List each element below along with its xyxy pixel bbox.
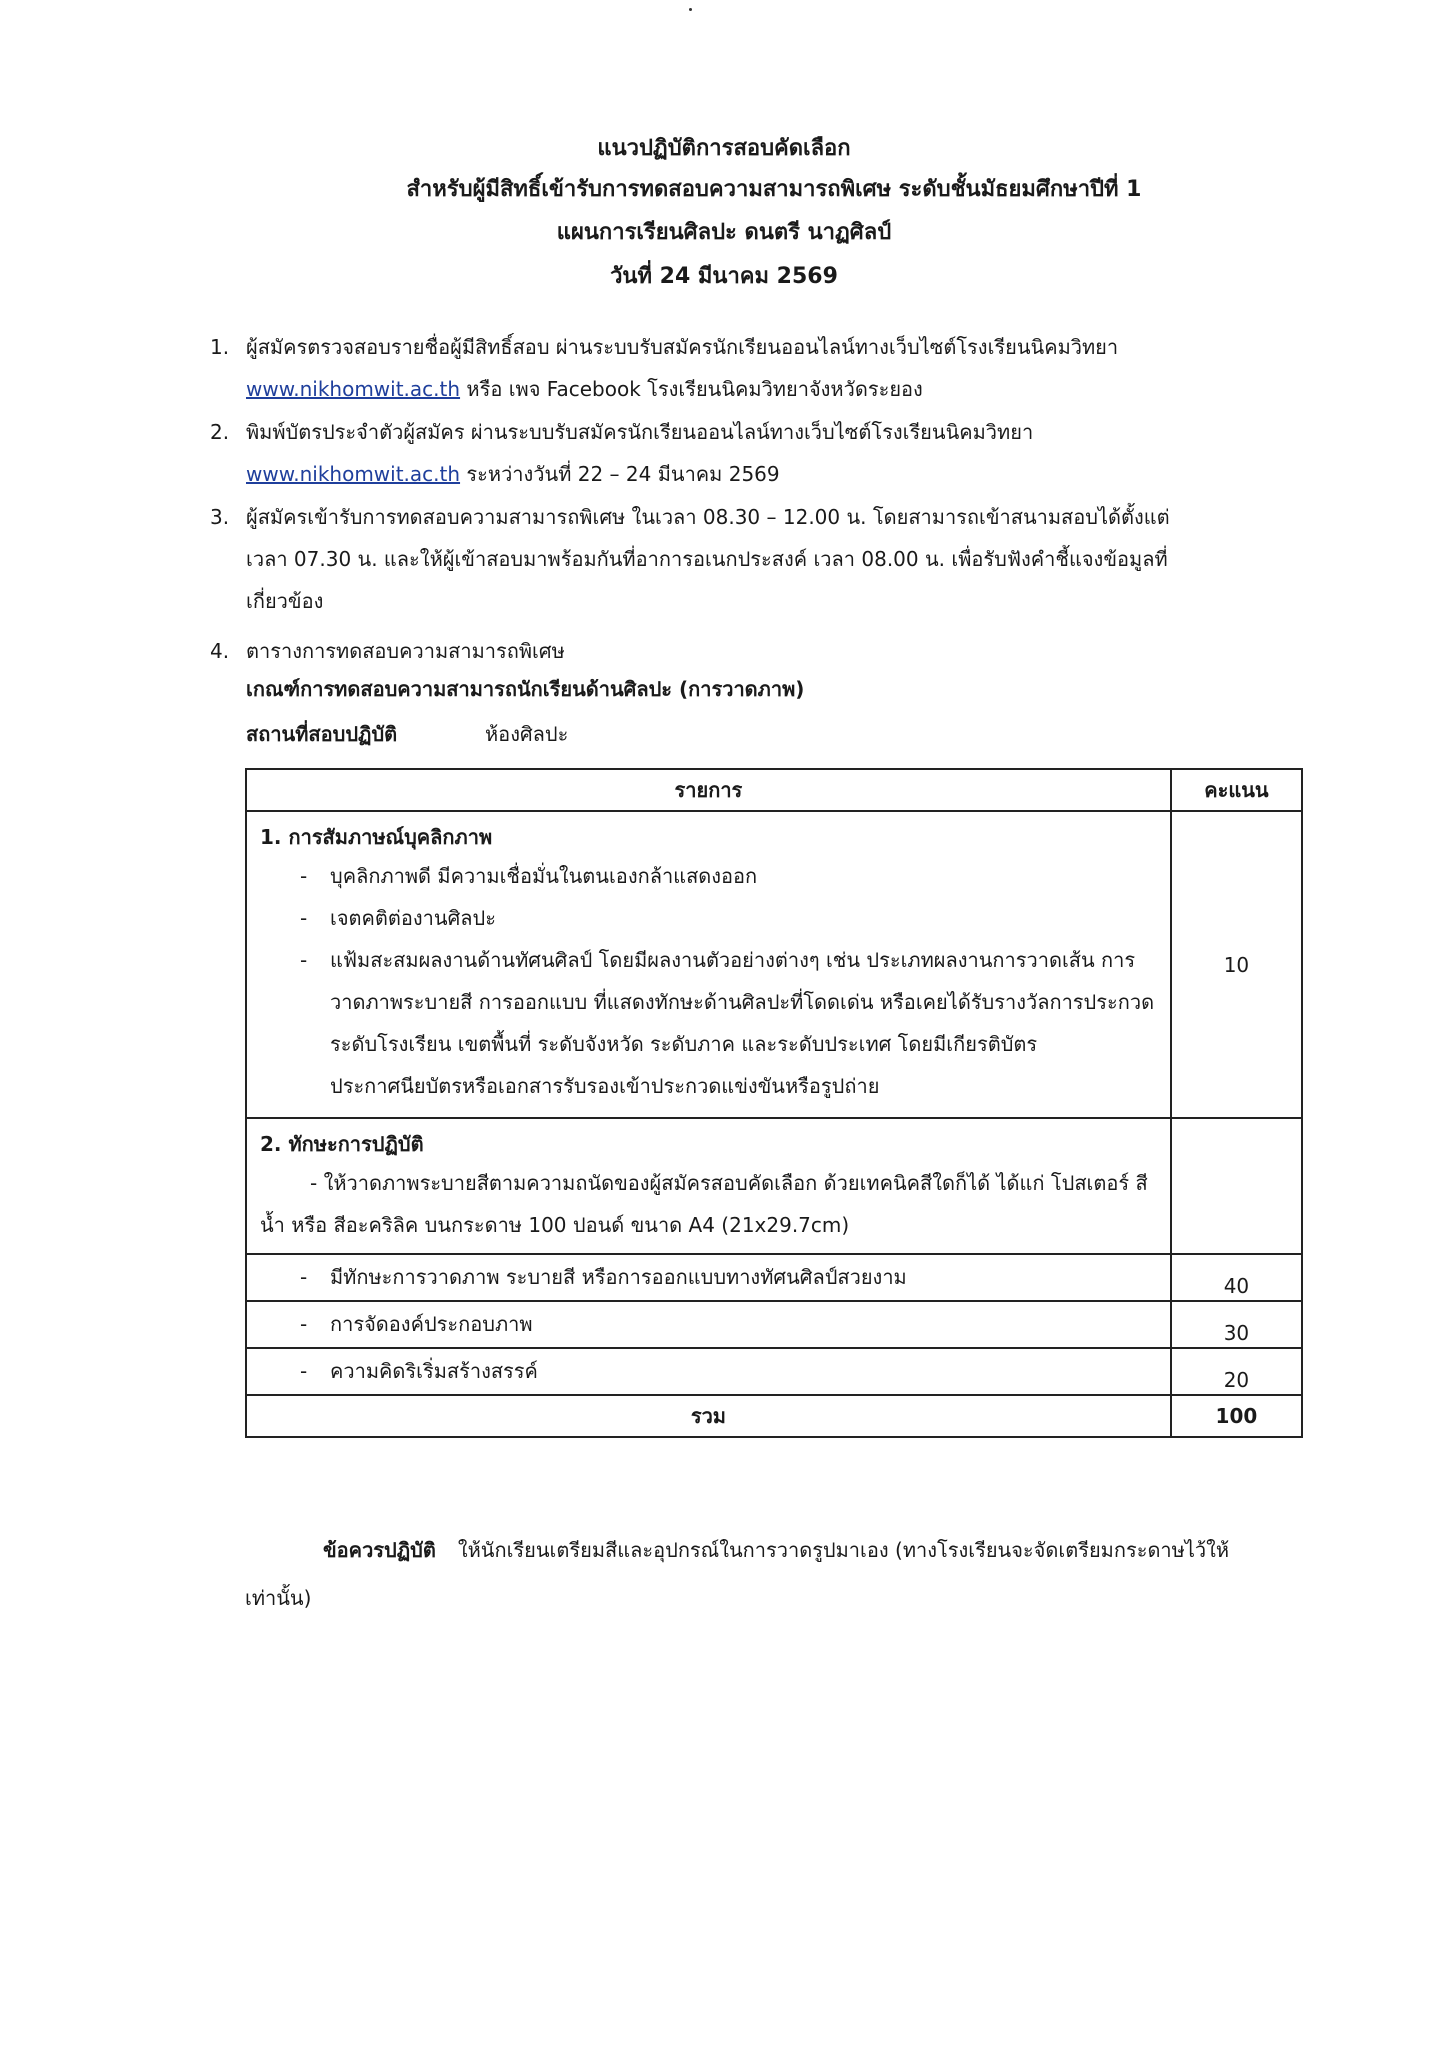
total-label: รวม — [246, 1395, 1171, 1437]
score-table — [245, 768, 1303, 1438]
criteria-title: เกณฑ์การทดสอบความสามารถนักเรียนด้านศิลปะ (การวาดภาพ) — [246, 677, 805, 701]
section-2-score-empty — [1171, 1118, 1302, 1254]
note-text: ให้นักเรียนเตรียมสีและอุปกรณ์ในการวาดรูปมาเอง (ทางโรงเรียนจะจัดเตรียมกระดาษไว้ให้เท่านั้น) — [245, 1538, 1230, 1610]
table-row: - ความคิดริเริ่มสร้างสรรค์ 20 — [246, 1348, 1302, 1395]
section-description: - ให้วาดภาพระบายสีตามความถนัดของผู้สมัครสอบคัดเลือก ด้วยเทคนิคสีใดก็ได้ ได้แก่ โปสเตอร์ สีน้ำ หรือ สีอะคริลิค บนกระดาษ 100 ปอนด์ ขนาด A4 (21x29.7cm) — [260, 1171, 1148, 1237]
instruction-item-4 — [210, 630, 1270, 672]
item-text-cont: เวลา 07.30 น. และให้ผู้เข้าสอบมาพร้อมกันที่อาการอเนกประสงค์ เวลา 08.00 น. เพื่อรับฟังคำชี้แจงข้อมูลที่ — [246, 547, 1168, 571]
section-2-row — [246, 1118, 1302, 1254]
section-title: 2. ทักษะการปฏิบัติ — [260, 1132, 424, 1156]
instruction-list — [210, 326, 1270, 673]
criterion-bullet: - บุคลิกภาพดี มีความเชื่อมั่นในตนเองกล้าแสดงออก — [300, 864, 758, 888]
table-row: - มีทักษะการวาดภาพ ระบายสี หรือการออกแบบทางทัศนศิลป์สวยงาม 40 — [246, 1254, 1302, 1301]
scan-speck — [689, 8, 692, 11]
document-subtitle: สำหรับผู้มีสิทธิ์เข้ารับการทดสอบความสามารถพิเศษ ระดับชั้นมัธยมศึกษาปีที่ 1 — [406, 177, 1142, 202]
row-score: 40 — [1171, 1254, 1302, 1301]
section-title: 1. การสัมภาษณ์บุคลิกภาพ — [260, 825, 493, 849]
row-score: 30 — [1171, 1301, 1302, 1348]
item-text-cont — [246, 368, 1270, 410]
row-label: การจัดองค์ประกอบภาพ — [330, 1312, 533, 1336]
table-header-row — [246, 769, 1302, 811]
item-number: 3. — [210, 505, 230, 529]
table-row: - การจัดองค์ประกอบภาพ 30 — [246, 1301, 1302, 1348]
total-score: 100 — [1171, 1395, 1302, 1437]
program-name: แผนการเรียนศิลปะ ดนตรี นาฏศิลป์ — [556, 220, 892, 245]
instruction-item-1 — [210, 326, 1270, 410]
header-score: คะแนน — [1171, 769, 1302, 811]
section-1-row — [246, 811, 1302, 1118]
instruction-item-3 — [210, 496, 1270, 622]
row-label: ความคิดริเริ่มสร้างสรรค์ — [330, 1359, 538, 1383]
item-number: 2. — [210, 420, 230, 444]
criterion-bullet: - แฟ้มสะสมผลงานด้านทัศนศิลป์ โดยมีผลงานตัวอย่างต่างๆ เช่น ประเภทผลงานการวาดเส้น การวาดภาพระบายสี การออกแบบ ที่แสดงทักษะด้านศิลปะที่โดดเด่น หรือเคยได้รับรางวัลการประกวดระดับโรงเรียน เขตพื้นที่ ระดับจังหวัด ระดับภาค และระดับประเทศ โดยมีเกียรติบัตร ประกาศนียบัตรหรือเอกสารรับรองเข้าประกวดแข่งขันหรือรูปถ่าย — [300, 948, 1155, 1098]
note-paragraph — [245, 1526, 1265, 1622]
item-text: ผู้สมัครตรวจสอบรายชื่อผู้มีสิทธิ์สอบ ผ่านระบบรับสมัครนักเรียนออนไลน์ทางเว็บไซต์โรงเรียนนิคมวิทยา — [246, 335, 1119, 359]
total-row — [246, 1395, 1302, 1437]
row-label: มีทักษะการวาดภาพ ระบายสี หรือการออกแบบทางทัศนศิลป์สวยงาม — [330, 1265, 907, 1289]
item-text: ผู้สมัครเข้ารับการทดสอบความสามารถพิเศษ ในเวลา 08.30 – 12.00 น. โดยสามารถเข้าสนามสอบได้ตั้งแต่ — [246, 505, 1170, 529]
exam-place-label: สถานที่สอบปฏิบัติ — [246, 722, 398, 746]
item-text-cont — [246, 453, 1270, 495]
header-item: รายการ — [246, 769, 1171, 811]
exam-date: วันที่ 24 มีนาคม 2569 — [610, 264, 838, 289]
instruction-item-2 — [210, 411, 1270, 495]
item-text: พิมพ์บัตรประจำตัวผู้สมัคร ผ่านระบบรับสมัครนักเรียนออนไลน์ทางเว็บไซต์โรงเรียนนิคมวิทยา — [246, 420, 1034, 444]
item-text-rest: ระหว่างวันที่ 22 – 24 มีนาคม 2569 — [460, 462, 780, 486]
document-title: แนวปฏิบัติการสอบคัดเลือก — [597, 136, 851, 161]
exam-place-value: ห้องศิลปะ — [485, 722, 569, 746]
item-text: ตารางการทดสอบความสามารถพิเศษ — [246, 639, 565, 663]
item-text-rest: หรือ เพจ Facebook โรงเรียนนิคมวิทยาจังหวัดระยอง — [460, 377, 923, 401]
item-number: 4. — [210, 639, 230, 663]
website-link[interactable]: www.nikhomwit.ac.th — [246, 462, 461, 486]
section-1-score: 10 — [1171, 811, 1302, 1118]
website-link[interactable]: www.nikhomwit.ac.th — [246, 377, 461, 401]
criterion-bullet: - เจตคติต่องานศิลปะ — [300, 906, 496, 930]
item-text-cont: เกี่ยวข้อง — [246, 589, 324, 613]
row-score: 20 — [1171, 1348, 1302, 1395]
item-number: 1. — [210, 335, 230, 359]
note-label: ข้อควรปฏิบัติ — [323, 1538, 436, 1562]
